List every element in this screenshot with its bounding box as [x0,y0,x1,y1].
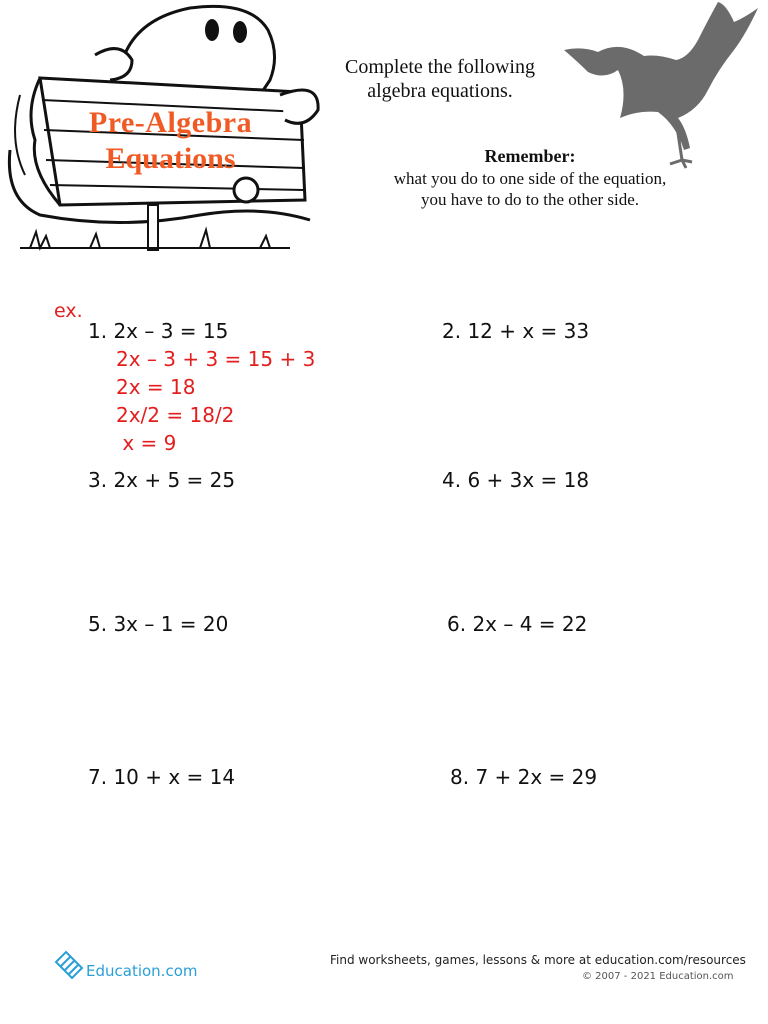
sign-title-line2: Equations [105,142,236,175]
problem-1: 1. 2x – 3 = 15 [88,319,229,343]
footer-copyright: © 2007 - 2021 Education.com [582,971,734,982]
sign-title-line1: Pre-Algebra [88,106,253,139]
remember-line-1: what you do to one side of the equation, [393,169,667,188]
education-logo-text: Education.com [86,962,198,980]
example-step-2: 2x = 18 [116,375,196,399]
example-step-1: 2x – 3 + 3 = 15 + 3 [116,347,316,371]
footer-find-text: Find worksheets, games, lessons & more at education.com/resources [330,953,746,967]
problem-8: 8. 7 + 2x = 29 [450,765,598,789]
example-step-3: 2x/2 = 18/2 [116,403,235,427]
problem-7: 7. 10 + x = 14 [88,765,236,789]
problem-4: 4. 6 + 3x = 18 [442,468,590,492]
problem-3: 3. 2x + 5 = 25 [88,468,236,492]
remember-title: Remember: [484,146,576,166]
problem-5: 5. 3x – 1 = 20 [88,612,229,636]
remember-line-2: you have to do to the other side. [420,190,640,209]
remember-body [340,168,720,210]
raven-icon [558,0,768,170]
example-label: ex. [54,300,83,322]
problem-6: 6. 2x – 4 = 22 [447,612,588,636]
problem-2: 2. 12 + x = 33 [442,319,590,343]
example-step-4: x = 9 [116,431,177,455]
instruction-text: Complete the following algebra equations. [345,56,535,102]
